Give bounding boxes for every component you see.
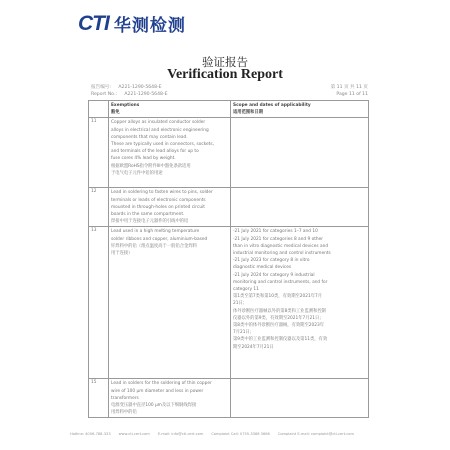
- report-number-value: A221-1290-5648-E: [118, 85, 162, 90]
- scope-line: -21 July 2021 for categories 8 and 9 other: [233, 236, 324, 242]
- table-row: [89, 227, 369, 379]
- logo-cjk-text: 华测检测: [113, 16, 186, 36]
- exemption-line: terminals or leads of electronic components: [111, 197, 206, 203]
- scope-line: monitoring and control instruments, and for: [233, 279, 328, 285]
- exemption-line: fuse cores 4% lead by weight.: [111, 156, 176, 162]
- scope-line: 体外诊断医疗器械以外的第8类和工业监测和控制: [233, 308, 326, 314]
- report-number-block: [91, 84, 168, 100]
- page-number-cn: 第 11 页 共 11 页: [330, 85, 368, 90]
- exemption-line: components that may contain lead.: [111, 134, 188, 140]
- footer-item: Complaint Call: 0755-3368 3666: [211, 432, 270, 436]
- exemption-line: boards in the same compartment.: [111, 212, 185, 218]
- scope-line: 第8类中的体外诊断医疗器械，有效期至2023年: [233, 323, 325, 329]
- header-label: 豁免: [111, 110, 120, 116]
- exemption-line: 用于连接）: [111, 251, 133, 257]
- header-label: Scope and dates of applicability: [233, 103, 311, 108]
- scope-text-cell: [231, 118, 369, 188]
- report-number-line-en: [91, 92, 168, 100]
- exemption-line: Lead in solders for the soldering of thin copper: [111, 381, 212, 387]
- exemption-text-cell: [109, 379, 231, 418]
- report-number-label: Report No.:: [91, 92, 117, 97]
- exemption-line: Lead used in a high melting temperature: [111, 229, 200, 235]
- scope-line: category 11: [233, 287, 259, 293]
- scope-line: 期至2024年7月21日: [233, 344, 274, 350]
- exemption-number-cell: 11: [89, 118, 109, 188]
- table-row: [89, 379, 369, 418]
- scope-text-cell: [231, 188, 369, 227]
- exemption-line: solder ribbons and copper, aluminium-based: [111, 236, 208, 242]
- report-title-chinese: 验证报告: [202, 55, 248, 69]
- report-number-label: 报告编号:: [91, 85, 111, 90]
- exemption-line: transformers: [111, 395, 139, 401]
- exemption-line: 用焊料中的铅: [111, 410, 137, 416]
- scope-line: 第1类至第7类和第10类，有效期至2021年7月: [233, 294, 323, 300]
- logo-latin-text: CTI: [78, 11, 109, 35]
- page-number-en: Page 11 of 11: [336, 92, 368, 97]
- header-cell-exemptions: [109, 101, 231, 118]
- scope-line: than in vitro diagnostic medical devices and: [233, 243, 329, 249]
- scope-line: industrial monitoring and control instruments: [233, 251, 331, 257]
- footer-item: Hotline: 4006-788-333: [70, 432, 111, 436]
- scope-line: 21日；: [233, 301, 248, 307]
- footer-item: Complaint E-mail: complaint@cti-cert.com: [277, 432, 354, 436]
- footer-item: www.cti-cert.com: [118, 432, 150, 436]
- exemption-line: Copper alloys as insulated conductor solder: [111, 120, 206, 126]
- header-cell-no: [89, 101, 109, 118]
- exemption-number-cell: 13: [89, 227, 109, 379]
- report-title-english: Verification Report: [167, 67, 283, 82]
- scope-line: 第9类中的工业监测和控制仪器以及第11类，有效: [233, 337, 328, 343]
- exemption-line: mounted in through-holes on printed circuit: [111, 204, 205, 210]
- scope-line: -21 July 2024 for category 9 industrial: [233, 272, 315, 278]
- exemption-line: Lead in soldering to fasten wires to pins, solder: [111, 190, 213, 196]
- exemption-line: 于电气电子元件中铅的用途: [111, 170, 163, 176]
- exemption-line: and terminals of the lead alloys for up to: [111, 149, 199, 155]
- exemption-text-cell: [109, 188, 231, 227]
- exemptions-table: [88, 100, 369, 418]
- scope-line: 7月21日；: [233, 330, 255, 336]
- table-header-row: [89, 101, 369, 118]
- exemption-text-cell: [109, 227, 231, 379]
- scope-line: 仪器以外的第9类，有效期至2021年7月21日；: [233, 315, 324, 321]
- exemption-line: 根据欧盟RoHS指令附件III中豁免条款适用: [111, 163, 191, 169]
- scope-text-cell: [231, 227, 369, 379]
- page-number-block: [300, 84, 368, 100]
- table-row: [89, 188, 369, 227]
- exemption-line: These are typically used in connectors, sockets,: [111, 142, 214, 148]
- report-number-value: A221-1290-5648-E: [124, 92, 168, 97]
- report-number-line-cn: [91, 84, 168, 92]
- table-row: [89, 118, 369, 188]
- exemption-number-cell: 12: [89, 188, 109, 227]
- scope-line: -21 July 2021 for categories 1–7 and 10: [233, 229, 318, 235]
- scope-line: -21 July 2023 for category 8 in vitro: [233, 258, 310, 264]
- header-label: 适用范围和日期: [233, 110, 264, 116]
- exemption-number-cell: 15: [89, 379, 109, 418]
- scope-text-cell: [231, 379, 369, 418]
- exemption-line: 钎焊料中的铅（熔点温度高于一般铅合金焊料: [111, 243, 197, 249]
- company-logo: [78, 11, 186, 36]
- exemption-line: alloys in electrical and electronic engineering: [111, 127, 209, 133]
- scope-line: diagnostic medical devices: [233, 265, 292, 271]
- header-cell-scope: [231, 101, 369, 118]
- exemption-line: 焊接中用于连接电子元器件的引线中的铅: [111, 219, 189, 225]
- footer-item: E-mail: info@cti-cert.com: [157, 432, 204, 436]
- exemption-text-cell: [109, 118, 231, 188]
- exemption-line: 电源变压器中直径100 μm及以下细铜线焊接: [111, 403, 197, 409]
- exemption-line: wire of 100 μm diameter and less in power: [111, 388, 204, 394]
- header-label: Exemptions: [111, 103, 140, 108]
- page-footer: [70, 432, 390, 436]
